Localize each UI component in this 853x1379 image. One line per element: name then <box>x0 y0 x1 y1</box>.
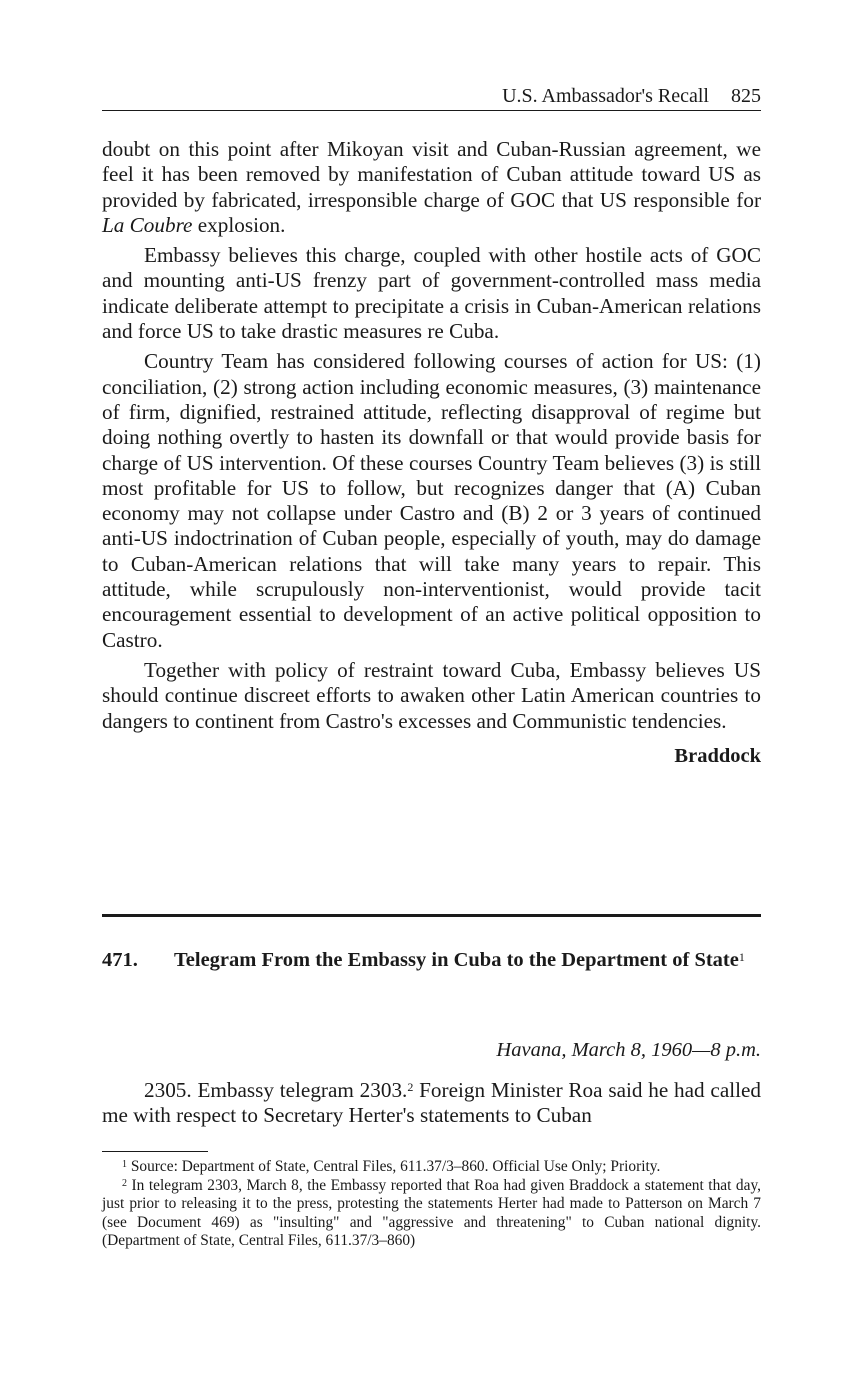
telegram-paragraph-1 <box>102 1078 761 1129</box>
telegram-opening: 2305. Embassy telegram 2303. <box>144 1078 408 1102</box>
running-head <box>102 84 761 111</box>
footnote-2-text: In telegram 2303, March 8, the Embassy reported that Roa had given Braddock a statement that day, just prior to releasing it to the press, protesting the statements Herter had made to Patterson on March 7 (see Document 469) as "insulting" and "aggressive and threatening" to Cuban national dignity. (Department of State, Central Files, 611.37/3–860) <box>102 1176 761 1250</box>
footnote-1 <box>102 1158 761 1177</box>
document-title: Telegram From the Embassy in Cuba to the Department of State <box>174 949 739 971</box>
signature: Braddock <box>674 744 761 767</box>
paragraph-1 <box>102 137 761 238</box>
document-title-block <box>174 948 761 972</box>
section-divider <box>102 914 761 917</box>
footnote-1-marker: 1 <box>122 1159 127 1170</box>
footnote-1-text: Source: Department of State, Central Files, 611.37/3–860. Official Use Only; Priority. <box>127 1158 661 1175</box>
footnote-divider <box>102 1151 208 1152</box>
document-number: 471. <box>102 949 138 971</box>
footnotes <box>102 1158 761 1251</box>
continued-document-text <box>102 137 761 769</box>
paragraph-3: Country Team has considered following courses of action for US: (1) conciliation, (2) strong action including economic measures, (3) maintenance of firm, dignified, restrained attitude, reflecting disapproval of regime but doing nothing overtly to hasten its downfall or that would provide basis for charge of US intervention. Of these courses Country Team believes (3) is still most profitable for US to follow, but recognizes danger that (A) Cuban economy may not collapse under Castro and (B) 2 or 3 years of continued anti-US indoctrination of Cuban people, especially of youth, may do damage to Cuban-American relations that will take many years to repair. This attitude, while scrupulously non-interventionist, would provide tacit encouragement essential to development of an active political opposition to Castro. <box>102 349 761 652</box>
paragraph-2: Embassy believes this charge, coupled with other hostile acts of GOC and mounting anti-US frenzy part of government-controlled mass media indicate deliberate attempt to precipitate a crisis in Cuban-American relations and force US to take drastic measures re Cuba. <box>102 243 761 344</box>
ship-name: La Coubre <box>102 212 193 237</box>
book-page <box>102 84 762 1250</box>
paragraph-1-ending: explosion. <box>192 212 286 237</box>
running-head-title: U.S. Ambassador's Recall <box>502 85 709 107</box>
paragraph-4: Together with policy of restraint toward Cuba, Embassy believes US should continue discreet efforts to awaken other Latin American countries to dangers to continent from Castro's excesses and Communistic tendencies. <box>102 657 761 733</box>
dateline: Havana, March 8, 1960—8 p.m. <box>496 1039 761 1061</box>
footnote-ref-1: 1 <box>738 950 745 964</box>
paragraph-1-text: doubt on this point after Mikoyan visit and Cuban-Russian agreement, we feel it has been removed by manifestation of Cuban attitude toward US as provided by fabricated, irresponsible charge of GOC that US responsible for <box>102 137 761 212</box>
footnote-2 <box>102 1177 761 1251</box>
document-heading <box>102 948 761 972</box>
telegram-text <box>102 1078 761 1129</box>
footnote-2-marker: 2 <box>122 1177 127 1189</box>
footnote-ref-2: 2 <box>407 1080 414 1094</box>
telegram-continuation: Foreign Minister Roa said he had called me with respect to Secretary Herter's statements to Cuban <box>102 1078 762 1128</box>
page-number: 825 <box>731 85 761 107</box>
